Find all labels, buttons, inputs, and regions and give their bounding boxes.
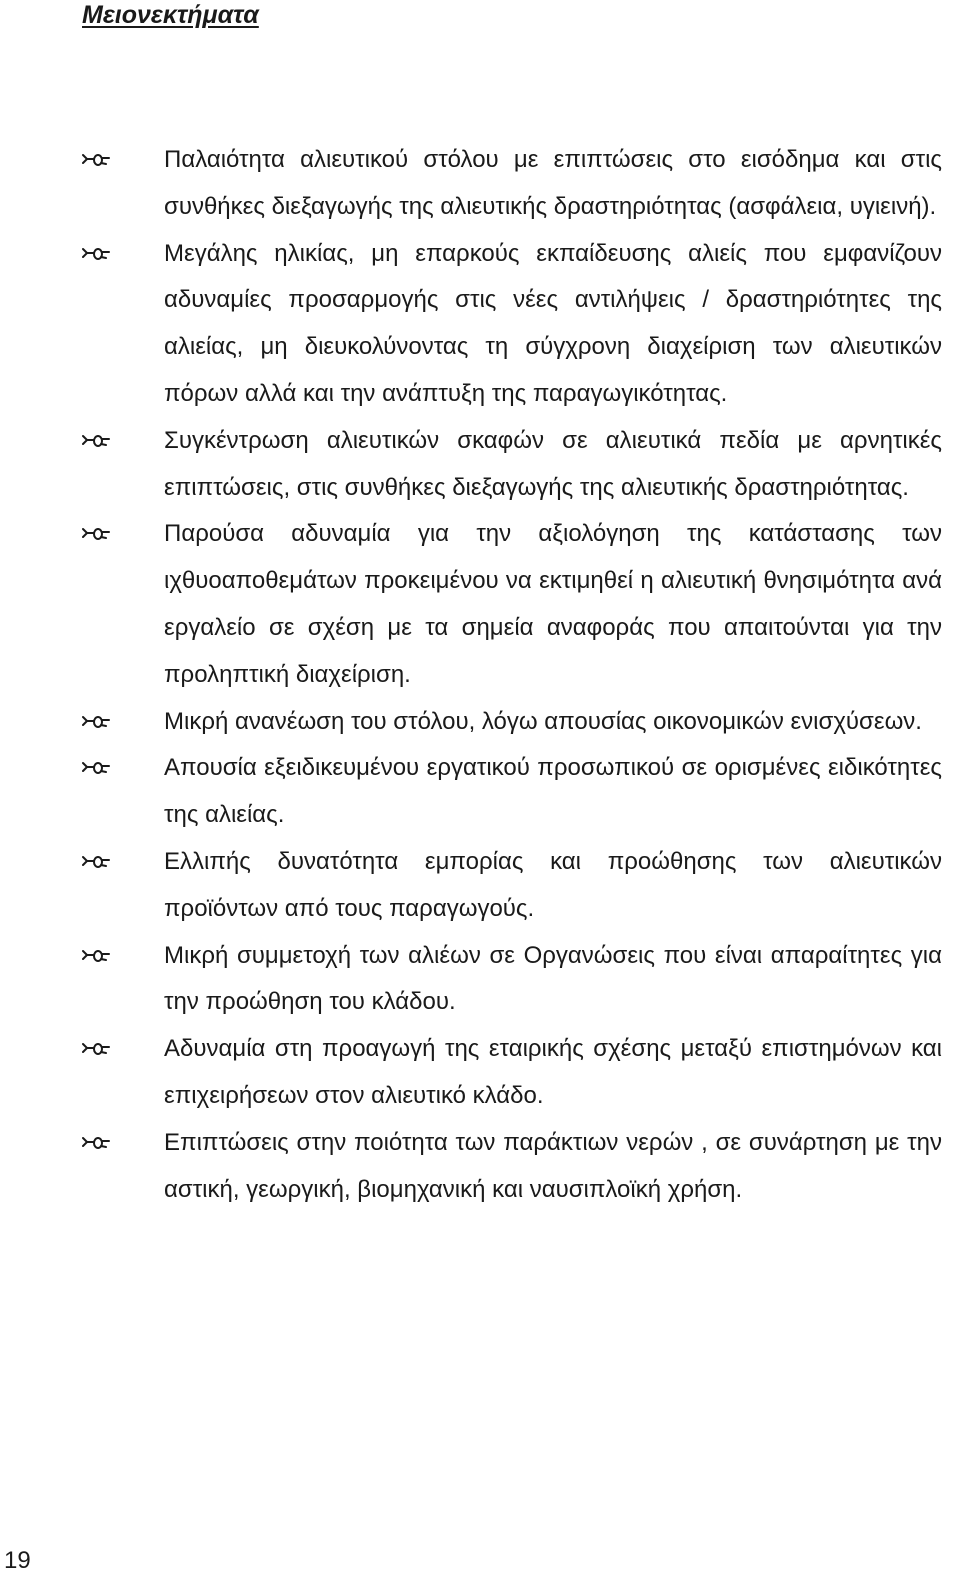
list-item	[0, 745, 960, 839]
pointing-hand-icon	[82, 758, 110, 776]
pointing-hand-icon	[82, 852, 110, 870]
disadvantages-list	[0, 137, 960, 1213]
list-item-text: Αδυναμία στη προαγωγή της εταιρικής σχέσης μεταξύ επιστημόνων και επιχειρήσεων στον αλιευτικό κλάδο.	[164, 1035, 942, 1109]
list-item-text: Παλαιότητα αλιευτικού στόλου με επιπτώσεις στο εισόδημα και στις συνθήκες διεξαγωγής της αλιευτικής δραστηριότητας (ασφάλεια, υγιεινή).	[164, 146, 942, 220]
list-item	[0, 699, 960, 746]
pointing-hand-icon	[82, 946, 110, 964]
pointing-hand-icon	[82, 244, 110, 262]
page-title: Μειονεκτήματα	[82, 1, 259, 29]
list-item	[0, 511, 960, 698]
list-item	[0, 137, 960, 231]
list-item	[0, 231, 960, 418]
list-item	[0, 1120, 960, 1214]
pointing-hand-icon	[82, 1039, 110, 1057]
list-item	[0, 418, 960, 512]
list-item-text: Ελλιπής δυνατότητα εμπορίας και προώθησης των αλιευτικών προϊόντων από τους παραγωγούς.	[164, 847, 942, 922]
list-item	[0, 933, 960, 1027]
list-item-text: Μικρή ανανέωση του στόλου, λόγω απουσίας οικονομικών ενισχύσεων.	[164, 707, 922, 735]
pointing-hand-icon	[82, 1133, 110, 1151]
list-item-text: Παρούσα αδυναμία για την αξιολόγηση της κατάστασης των ιχθυοαποθεμάτων προκειμένου να εκτιμηθεί η αλιευτική θνησιμότητα ανά εργαλείο σε σχέση με τα σημεία αναφοράς που απαιτούνται για την προληπτική διαχείριση.	[164, 520, 942, 688]
list-item-text: Απουσία εξειδικευμένου εργατικού προσωπικού σε ορισμένες ειδικότητες της αλιείας.	[164, 754, 942, 829]
pointing-hand-icon	[82, 431, 110, 449]
pointing-hand-icon	[82, 150, 110, 168]
list-item-text: Μεγάλης ηλικίας, μη επαρκούς εκπαίδευσης αλιείς που εμφανίζουν αδυναμίες προσαρμογής στις νέες αντιλήψεις / δραστηριότητες της αλιείας, μη διευκολύνοντας τη σύγχρονη διαχείριση των αλιευτικών πόρων αλλά και την ανάπτυξη της παραγωγικότητας.	[164, 239, 942, 407]
list-item	[0, 1026, 960, 1120]
list-item-text: Μικρή συμμετοχή των αλιέων σε Οργανώσεις που είναι απαραίτητες για την προώθηση του κλάδου.	[164, 941, 942, 1016]
pointing-hand-icon	[82, 524, 110, 542]
list-item-text: Επιπτώσεις στην ποιότητα των παράκτιων νερών , σε συνάρτηση με την αστική, γεωργική, βιομηχανική και ναυσιπλοϊκή χρήση.	[164, 1128, 942, 1203]
list-item	[0, 839, 960, 933]
pointing-hand-icon	[82, 712, 110, 730]
list-item-text: Συγκέντρωση αλιευτικών σκαφών σε αλιευτικά πεδία με αρνητικές επιπτώσεις, στις συνθήκες διεξαγωγής της αλιευτικής δραστηριότητας.	[164, 426, 942, 501]
page-number: 19	[4, 1547, 31, 1574]
